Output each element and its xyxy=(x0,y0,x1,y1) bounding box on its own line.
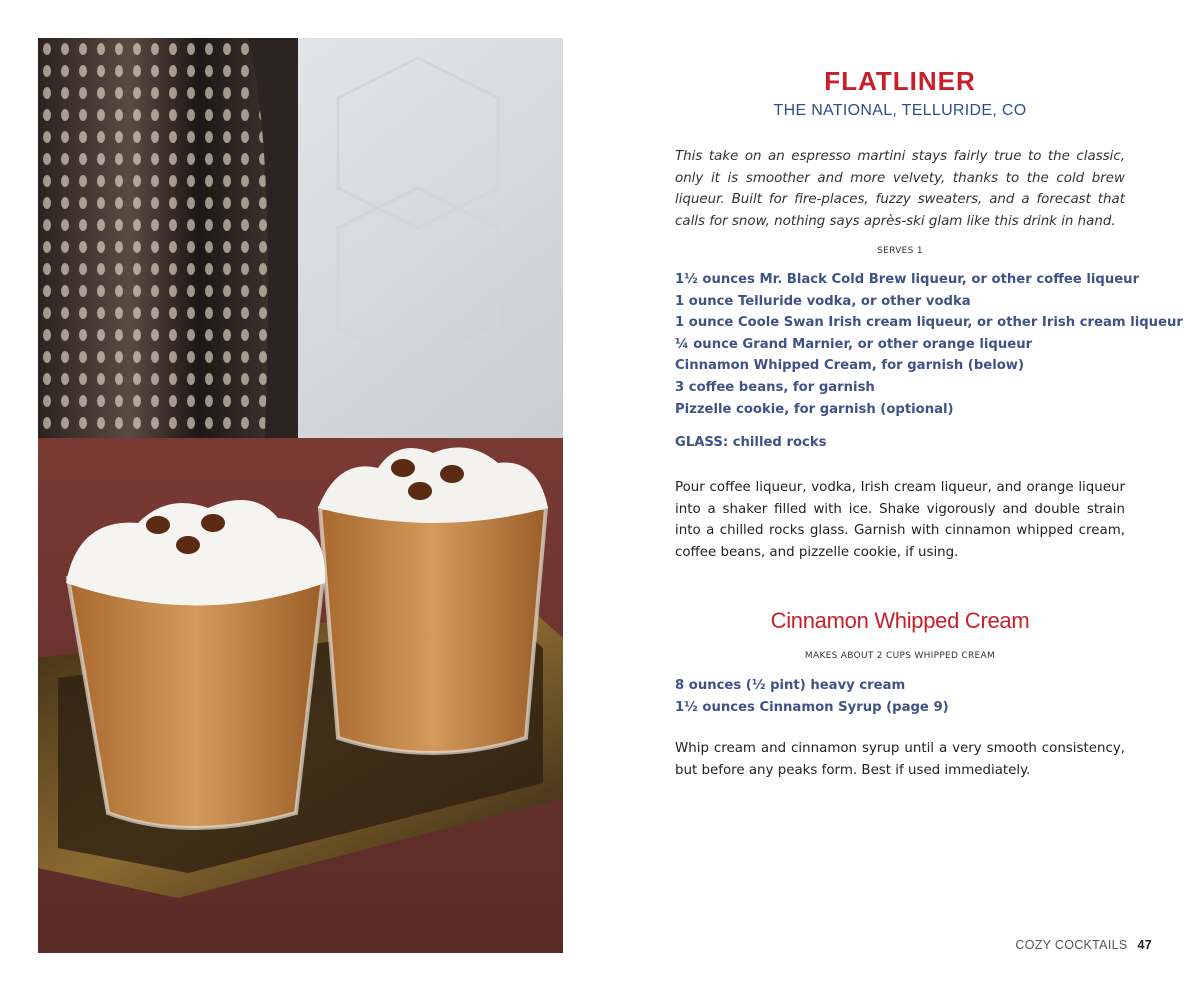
ingredient-item: Cinnamon Whipped Cream, for garnish (below) xyxy=(675,358,1025,374)
ingredient-item: 1 ounce Telluride vodka, or other vodka xyxy=(675,293,971,309)
ingredient-item: 3 coffee beans, for garnish xyxy=(675,379,875,395)
ingredient-item: 1 ounce Coole Swan Irish cream liqueur, or other Irish cream liqueur xyxy=(675,315,1183,331)
glass-type: GLASS: chilled rocks xyxy=(675,435,827,450)
section-name: COZY COCKTAILS xyxy=(1015,938,1128,952)
subrecipe-ingredient-list xyxy=(675,675,1125,718)
page-footer xyxy=(1015,938,1152,952)
serves-label: SERVES 1 xyxy=(877,246,923,256)
page-number: 47 xyxy=(1137,938,1152,952)
recipe-method: Pour coffee liqueur, vodka, Irish cream liqueur, and orange liqueur into a shaker filled with ice. Shake vigorously and double strain into a chilled rocks glass. Garnish with cinnamon whipped cream, coffee beans, and pizzelle cookie, if using. xyxy=(675,480,1125,560)
subrecipe-yield: MAKES ABOUT 2 CUPS WHIPPED CREAM xyxy=(804,651,996,661)
recipe-title: FLATLINER xyxy=(824,66,976,96)
ingredient-item: 1½ ounces Mr. Black Cold Brew liqueur, or other coffee liqueur xyxy=(675,272,1140,287)
subrecipe-method: Whip cream and cinnamon syrup until a very smooth consistency, but before any peaks form. Best if used immediately. xyxy=(675,741,1125,778)
cocktail-photo xyxy=(38,38,563,953)
ingredient-item: 8 ounces (½ pint) heavy cream xyxy=(675,678,906,693)
recipe-subtitle: THE NATIONAL, TELLURIDE, CO xyxy=(773,102,1027,119)
ingredient-list xyxy=(675,269,1183,420)
ingredient-item: ¼ ounce Grand Marnier, or other orange liqueur xyxy=(675,336,1033,352)
ingredient-item: Pizzelle cookie, for garnish (optional) xyxy=(675,401,954,417)
ingredient-item: 1½ ounces Cinnamon Syrup (page 9) xyxy=(675,699,949,715)
subrecipe-title: Cinnamon Whipped Cream xyxy=(770,608,1030,633)
recipe-intro: This take on an espresso martini stays fairly true to the classic, only it is smoother and more velvety, thanks to the cold brew liqueur. Built for fire-places, fuzzy sweaters, and a forecast that calls for snow, nothing says après-ski glam like this drink in hand. xyxy=(675,149,1125,229)
